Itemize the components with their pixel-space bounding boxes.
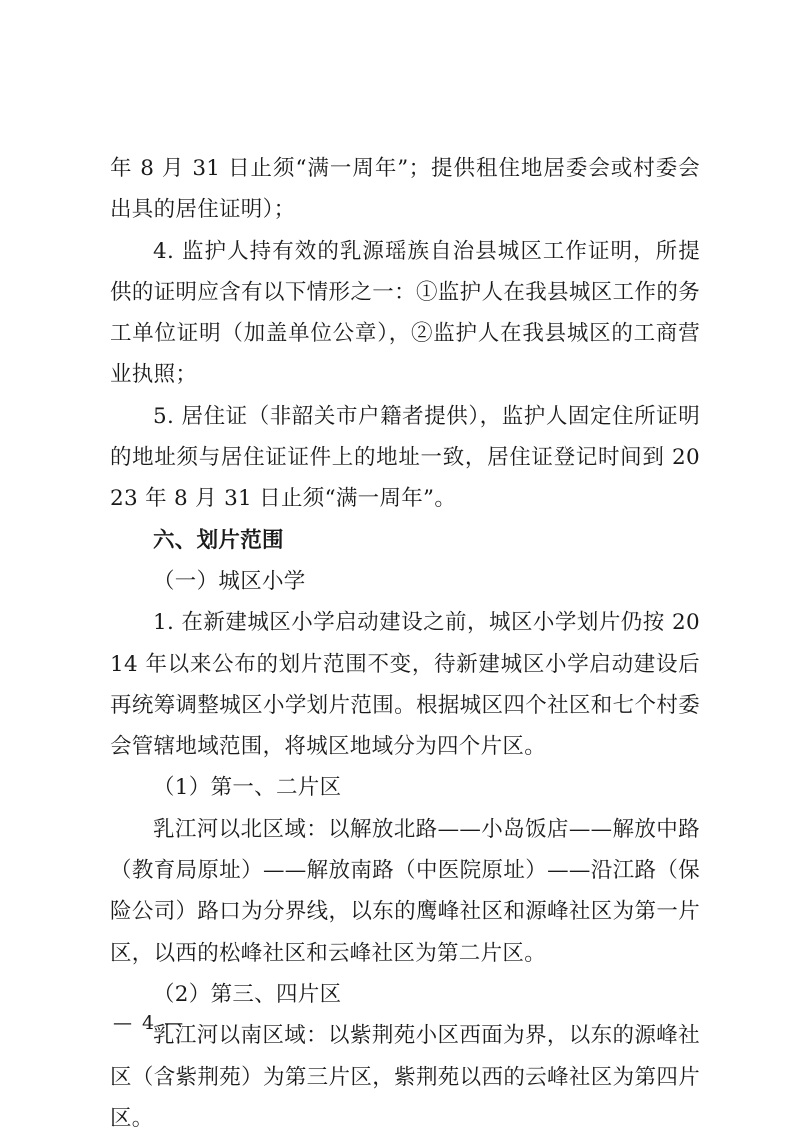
document-body bbox=[110, 148, 700, 1139]
paragraph-item-4: 4. 监护人持有效的乳源瑶族自治县城区工作证明，所提供的证明应含有以下情形之一：①监护人在我县城区工作的务工单位证明（加盖单位公章），②监护人在我县城区的工商营业执照； bbox=[110, 238, 700, 388]
sub-item-heading-2: （2）第三、四片区 bbox=[153, 981, 342, 1007]
page-number: — 4 — bbox=[113, 1012, 186, 1034]
paragraph-continuation: 年 8 月 31 日止须“满一周年”；提供租住地居委会或村委会出具的居住证明）； bbox=[110, 156, 700, 223]
sub-item-heading-1: （1）第一、二片区 bbox=[153, 775, 342, 801]
paragraph-south-area: 乳江河以南区域：以紫荆苑小区西面为界，以东的源峰社区（含紫荆苑）为第三片区，紫荆苑以西的云峰社区为第四片区。 bbox=[110, 1023, 700, 1131]
subsection-heading-1: （一）城区小学 bbox=[153, 568, 306, 594]
paragraph-north-area: 乳江河以北区域：以解放北路——小岛饭店——解放中路（教育局原址）——解放南路（中医院原址）——沿江路（保险公司）路口为分界线，以东的鹰峰社区和源峰社区为第一片区，以西的松峰社区和云峰社区为第二片区。 bbox=[110, 816, 700, 966]
paragraph-zoning-intro: 1. 在新建城区小学启动建设之前，城区小学划片仍按 2014 年以来公布的划片范围不变，待新建城区小学启动建设后再统筹调整城区小学划片范围。根据城区四个社区和七个村委会管辖地域范围，将城区地域分为四个片区。 bbox=[110, 610, 700, 760]
paragraph-item-5: 5. 居住证（非韶关市户籍者提供），监护人固定住所证明的地址须与居住证证件上的地址一致，居住证登记时间到 2023 年 8 月 31 日止须“满一周年”。 bbox=[110, 403, 700, 512]
section-heading-6: 六、划片范围 bbox=[153, 527, 284, 553]
